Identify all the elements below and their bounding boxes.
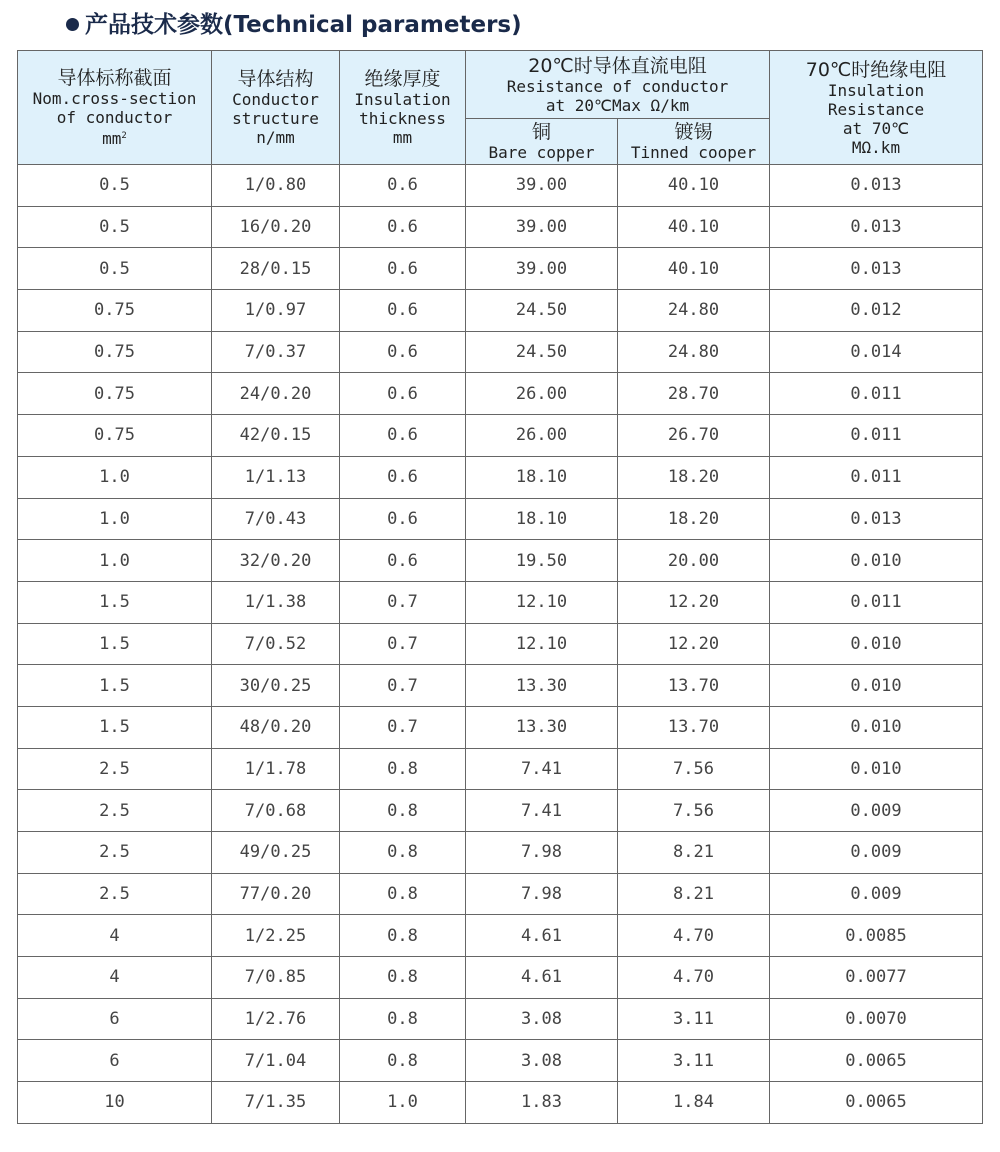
insulation-cell: 1.0: [340, 1082, 466, 1124]
insulation-resistance-cell: 0.010: [770, 665, 983, 707]
cross-section-cell: 1.5: [18, 706, 212, 748]
tinned-resistance-cell: 3.11: [618, 1040, 770, 1082]
table-row: [18, 290, 983, 332]
insulation-resistance-cell: 0.013: [770, 248, 983, 290]
cross-section-cell: 4: [18, 915, 212, 957]
insulation-resistance-cell: 0.010: [770, 706, 983, 748]
cross-section-cell: 0.75: [18, 373, 212, 415]
cross-section-cell: 0.5: [18, 165, 212, 207]
structure-cell: 1/2.25: [212, 915, 340, 957]
tinned-resistance-cell: 12.20: [618, 623, 770, 665]
copper-resistance-cell: 26.00: [466, 373, 618, 415]
insulation-cell: 0.7: [340, 581, 466, 623]
copper-resistance-cell: 4.61: [466, 915, 618, 957]
table-row: [18, 373, 983, 415]
tinned-resistance-cell: 8.21: [618, 832, 770, 874]
insulation-resistance-cell: 0.011: [770, 456, 983, 498]
structure-cell: 1/2.76: [212, 998, 340, 1040]
header-cross-section-zh: 导体标称截面: [57, 67, 172, 89]
structure-cell: 30/0.25: [212, 665, 340, 707]
structure-cell: 7/0.68: [212, 790, 340, 832]
cross-section-cell: 6: [18, 998, 212, 1040]
insulation-cell: 0.6: [340, 290, 466, 332]
header-insulation: [340, 51, 466, 165]
header-resistance-zh: 20℃时导体直流电阻: [528, 54, 707, 77]
header-structure-unit: n/mm: [256, 128, 295, 147]
insulation-resistance-cell: 0.011: [770, 581, 983, 623]
tinned-resistance-cell: 40.10: [618, 248, 770, 290]
insulation-cell: 0.8: [340, 1040, 466, 1082]
tinned-resistance-cell: 24.80: [618, 331, 770, 373]
insulation-cell: 0.7: [340, 665, 466, 707]
copper-resistance-cell: 3.08: [466, 998, 618, 1040]
table-row: [18, 581, 983, 623]
structure-cell: 24/0.20: [212, 373, 340, 415]
structure-cell: 49/0.25: [212, 832, 340, 874]
header-tinned-zh: 镀锡: [674, 121, 713, 143]
table-row: [18, 498, 983, 540]
structure-cell: 1/0.97: [212, 290, 340, 332]
insulation-resistance-cell: 0.0065: [770, 1040, 983, 1082]
cross-section-cell: 1.0: [18, 498, 212, 540]
cross-section-cell: 10: [18, 1082, 212, 1124]
header-structure-en2: structure: [232, 109, 319, 128]
cross-section-cell: 2.5: [18, 873, 212, 915]
insulation-cell: 0.7: [340, 706, 466, 748]
header-cross-section-unit-sup: 2: [121, 131, 127, 141]
table-row: [18, 1040, 983, 1082]
structure-cell: 48/0.20: [212, 706, 340, 748]
structure-cell: 7/1.35: [212, 1082, 340, 1124]
copper-resistance-cell: 19.50: [466, 540, 618, 582]
header-insulation-en2: thickness: [359, 109, 446, 128]
copper-resistance-cell: 12.10: [466, 581, 618, 623]
header-cross-section-en2: of conductor: [56, 108, 173, 127]
tinned-resistance-cell: 26.70: [618, 415, 770, 457]
structure-cell: 7/0.37: [212, 331, 340, 373]
header-insulation-resistance-en1: Insulation: [827, 80, 925, 100]
copper-resistance-cell: 24.50: [466, 331, 618, 373]
header-cross-section-en1: Nom.cross-section: [32, 89, 197, 108]
tinned-resistance-cell: 18.20: [618, 456, 770, 498]
table-row: [18, 873, 983, 915]
insulation-resistance-cell: 0.011: [770, 415, 983, 457]
table-row: [18, 1082, 983, 1124]
table-row: [18, 206, 983, 248]
insulation-resistance-cell: 0.013: [770, 498, 983, 540]
cross-section-cell: 0.5: [18, 248, 212, 290]
cross-section-cell: 2.5: [18, 832, 212, 874]
table-header: [18, 51, 983, 165]
header-structure-en1: Conductor: [232, 90, 319, 109]
copper-resistance-cell: 18.10: [466, 456, 618, 498]
tinned-resistance-cell: 8.21: [618, 873, 770, 915]
cross-section-cell: 1.0: [18, 456, 212, 498]
insulation-resistance-cell: 0.0070: [770, 998, 983, 1040]
header-resistance-en1: Resistance of conductor: [506, 76, 729, 96]
tinned-resistance-cell: 7.56: [618, 748, 770, 790]
insulation-resistance-cell: 0.010: [770, 623, 983, 665]
header-insulation-en1: Insulation: [354, 90, 451, 109]
insulation-cell: 0.6: [340, 373, 466, 415]
insulation-resistance-cell: 0.0065: [770, 1082, 983, 1124]
structure-cell: 7/0.43: [212, 498, 340, 540]
insulation-cell: 0.6: [340, 498, 466, 540]
structure-cell: 42/0.15: [212, 415, 340, 457]
cross-section-cell: 6: [18, 1040, 212, 1082]
header-insulation-resistance-en2: Resistance: [827, 99, 925, 119]
header-structure: [212, 51, 340, 165]
copper-resistance-cell: 4.61: [466, 957, 618, 999]
insulation-cell: 0.8: [340, 998, 466, 1040]
header-structure-zh: 导体结构: [237, 68, 314, 90]
copper-resistance-cell: 7.41: [466, 748, 618, 790]
copper-resistance-cell: 7.98: [466, 832, 618, 874]
tinned-resistance-cell: 13.70: [618, 706, 770, 748]
table-row: [18, 540, 983, 582]
structure-cell: 1/1.13: [212, 456, 340, 498]
table-row: [18, 998, 983, 1040]
copper-resistance-cell: 13.30: [466, 706, 618, 748]
structure-cell: 16/0.20: [212, 206, 340, 248]
insulation-resistance-cell: 0.010: [770, 540, 983, 582]
insulation-cell: 0.6: [340, 206, 466, 248]
tinned-resistance-cell: 1.84: [618, 1082, 770, 1124]
tinned-resistance-cell: 12.20: [618, 581, 770, 623]
copper-resistance-cell: 39.00: [466, 206, 618, 248]
insulation-resistance-cell: 0.010: [770, 748, 983, 790]
tinned-resistance-cell: 4.70: [618, 915, 770, 957]
structure-cell: 1/0.80: [212, 165, 340, 207]
cross-section-cell: 4: [18, 957, 212, 999]
cross-section-cell: 0.75: [18, 415, 212, 457]
copper-resistance-cell: 24.50: [466, 290, 618, 332]
header-copper: [466, 119, 618, 165]
insulation-resistance-cell: 0.014: [770, 331, 983, 373]
insulation-resistance-cell: 0.011: [770, 373, 983, 415]
insulation-cell: 0.8: [340, 790, 466, 832]
tinned-resistance-cell: 40.10: [618, 206, 770, 248]
table-row: [18, 331, 983, 373]
table-row: [18, 706, 983, 748]
insulation-cell: 0.8: [340, 748, 466, 790]
insulation-cell: 0.6: [340, 540, 466, 582]
structure-cell: 32/0.20: [212, 540, 340, 582]
structure-cell: 28/0.15: [212, 248, 340, 290]
page-title: [66, 8, 522, 42]
cross-section-cell: 1.5: [18, 581, 212, 623]
copper-resistance-cell: 18.10: [466, 498, 618, 540]
copper-resistance-cell: 7.41: [466, 790, 618, 832]
header-insulation-unit: mm: [392, 128, 413, 147]
insulation-cell: 0.8: [340, 957, 466, 999]
insulation-cell: 0.7: [340, 623, 466, 665]
insulation-resistance-cell: 0.012: [770, 290, 983, 332]
table-row: [18, 957, 983, 999]
structure-cell: 77/0.20: [212, 873, 340, 915]
header-insulation-resistance-zh: 70℃时绝缘电阻: [805, 58, 947, 81]
header-insulation-resistance-en3: at 70℃: [842, 118, 910, 138]
insulation-cell: 0.6: [340, 248, 466, 290]
insulation-cell: 0.8: [340, 915, 466, 957]
technical-parameters-table: [17, 50, 983, 1124]
insulation-cell: 0.6: [340, 456, 466, 498]
table-row: [18, 456, 983, 498]
copper-resistance-cell: 39.00: [466, 165, 618, 207]
header-tinned: [618, 119, 770, 165]
structure-cell: 7/0.85: [212, 957, 340, 999]
tinned-resistance-cell: 13.70: [618, 665, 770, 707]
insulation-cell: 0.6: [340, 331, 466, 373]
insulation-cell: 0.6: [340, 415, 466, 457]
insulation-resistance-cell: 0.009: [770, 790, 983, 832]
copper-resistance-cell: 26.00: [466, 415, 618, 457]
table-row: [18, 248, 983, 290]
header-cross-section: [18, 51, 212, 165]
cross-section-cell: 2.5: [18, 748, 212, 790]
copper-resistance-cell: 12.10: [466, 623, 618, 665]
header-insulation-resistance-unit: MΩ.km: [851, 137, 901, 157]
cross-section-cell: 0.5: [18, 206, 212, 248]
table-row: [18, 415, 983, 457]
table-row: [18, 915, 983, 957]
table-row: [18, 165, 983, 207]
header-resistance-en2: at 20℃Max Ω/km: [545, 95, 690, 115]
insulation-resistance-cell: 0.013: [770, 165, 983, 207]
header-cross-section-unit-text: mm: [102, 129, 122, 148]
table-body: [18, 165, 983, 1124]
tinned-resistance-cell: 4.70: [618, 957, 770, 999]
insulation-cell: 0.6: [340, 165, 466, 207]
tinned-resistance-cell: 28.70: [618, 373, 770, 415]
cross-section-cell: 2.5: [18, 790, 212, 832]
header-insulation-zh: 绝缘厚度: [364, 68, 441, 90]
cross-section-cell: 1.5: [18, 665, 212, 707]
insulation-resistance-cell: 0.009: [770, 873, 983, 915]
header-resistance: [466, 51, 770, 119]
copper-resistance-cell: 7.98: [466, 873, 618, 915]
copper-resistance-cell: 1.83: [466, 1082, 618, 1124]
tinned-resistance-cell: 24.80: [618, 290, 770, 332]
copper-resistance-cell: 3.08: [466, 1040, 618, 1082]
copper-resistance-cell: 39.00: [466, 248, 618, 290]
structure-cell: 1/1.78: [212, 748, 340, 790]
page-title-text: 产品技术参数(Technical parameters): [85, 12, 522, 38]
copper-resistance-cell: 13.30: [466, 665, 618, 707]
insulation-resistance-cell: 0.0077: [770, 957, 983, 999]
table-row: [18, 623, 983, 665]
table-row: [18, 748, 983, 790]
insulation-resistance-cell: 0.013: [770, 206, 983, 248]
tinned-resistance-cell: 7.56: [618, 790, 770, 832]
structure-cell: 7/0.52: [212, 623, 340, 665]
cross-section-cell: 1.0: [18, 540, 212, 582]
insulation-resistance-cell: 0.0085: [770, 915, 983, 957]
structure-cell: 7/1.04: [212, 1040, 340, 1082]
header-tinned-en: Tinned cooper: [630, 143, 757, 162]
cross-section-cell: 0.75: [18, 331, 212, 373]
table-row: [18, 665, 983, 707]
table-row: [18, 832, 983, 874]
cross-section-cell: 1.5: [18, 623, 212, 665]
insulation-resistance-cell: 0.009: [770, 832, 983, 874]
structure-cell: 1/1.38: [212, 581, 340, 623]
header-copper-zh: 铜: [531, 121, 551, 143]
insulation-cell: 0.8: [340, 832, 466, 874]
bullet-icon: [66, 18, 79, 31]
tinned-resistance-cell: 20.00: [618, 540, 770, 582]
cross-section-cell: 0.75: [18, 290, 212, 332]
header-copper-en: Bare copper: [488, 143, 595, 162]
insulation-cell: 0.8: [340, 873, 466, 915]
tinned-resistance-cell: 3.11: [618, 998, 770, 1040]
header-cross-section-unit: [18, 127, 211, 148]
tinned-resistance-cell: 40.10: [618, 165, 770, 207]
table-row: [18, 790, 983, 832]
header-insulation-resistance: [770, 51, 983, 165]
tinned-resistance-cell: 18.20: [618, 498, 770, 540]
